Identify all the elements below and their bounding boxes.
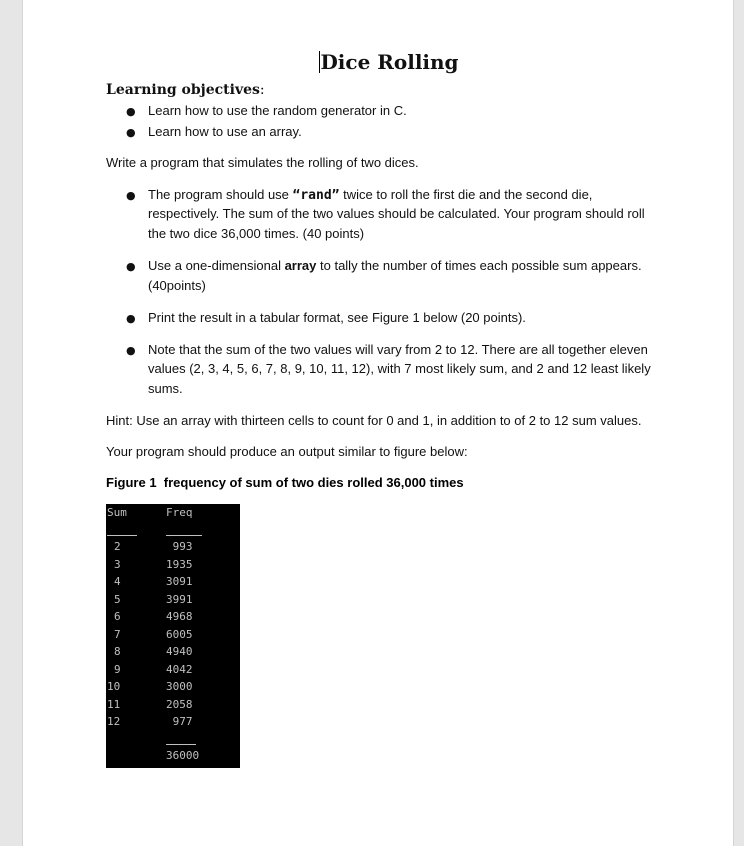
requirement-4-line-2: values (2, 3, 4, 5, 6, 7, 8, 9, 10, 11, 12), with 7 most likely sum, and 2 and 12 least likely [148,361,651,376]
bullet-icon: ● [126,260,136,273]
requirement-4-line-3: sums. [148,381,183,396]
array-keyword: array [284,258,317,273]
freq-value: 6005 [166,627,193,641]
sum-value: 7 [114,627,121,641]
freq-value: 3091 [166,575,193,588]
hint-paragraph: Hint: Use an array with thirteen cells to count for 0 and 1, in addition to of 2 to 12 sum values. [106,413,642,428]
document-page [22,0,734,846]
sum-value: 10 [107,680,121,693]
freq-header-underline [166,535,202,536]
bullet-icon: ● [126,126,136,139]
sum-value: 8 [114,645,121,658]
freq-value: 1935 [166,557,193,571]
sum-value: 4 [114,575,121,588]
req1-text: twice to roll the first die and the second die, [339,187,593,202]
freq-value: 977 [172,715,193,728]
freq-value: 4042 [166,662,193,676]
sum-value: 6 [114,610,121,623]
sum-value: 3 [114,557,121,571]
console-output-figure [106,504,240,768]
freq-value: 4940 [166,645,193,658]
freq-header: Freq [166,506,193,519]
req2-text: Use a one-dimensional [148,258,285,273]
sum-value: 11 [107,697,121,711]
requirement-1-line-1 [148,185,592,206]
bullet-icon: ● [126,189,136,202]
objectives-heading-colon: : [259,82,265,98]
sum-value: 5 [114,592,121,606]
req2-text: to tally the number of times each possible sum appears. [316,258,642,273]
req1-text: The program should use [148,187,293,202]
requirement-2-line-2: (40points) [148,278,206,293]
objectives-heading [106,82,265,98]
objectives-heading-text: Learning objectives [106,82,260,98]
title-text: Dice Rolling [320,50,459,74]
intro-paragraph: Write a program that simulates the rolling of two dices. [106,155,419,170]
objective-item: Learn how to use the random generator in C. [148,103,407,118]
freq-value: 993 [172,540,193,553]
freq-value: 3991 [166,592,193,606]
sum-value: 12 [107,715,121,728]
bullet-icon: ● [126,344,136,357]
rand-keyword: “rand” [292,188,340,203]
bullet-icon: ● [126,105,136,118]
bullet-icon: ● [126,312,136,325]
output-note: Your program should produce an output similar to figure below: [106,444,468,459]
freq-value: 4968 [166,610,193,623]
objective-item: Learn how to use an array. [148,124,302,139]
total-underline [166,744,196,745]
freq-value: 2058 [166,697,193,711]
freq-value: 3000 [166,680,193,693]
requirement-2-line-1 [148,256,642,276]
sum-value: 9 [114,662,121,676]
requirement-3: Print the result in a tabular format, see Figure 1 below (20 points). [148,310,526,325]
requirement-1-line-3: the two dice 36,000 times. (40 points) [148,226,365,241]
total-value: 36000 [166,749,200,762]
sum-header-underline [107,535,137,536]
requirement-4-line-1: Note that the sum of the two values will vary from 2 to 12. There are all together eleven [148,342,648,357]
sum-header: Sum [107,506,127,519]
document-title [23,50,735,74]
figure-caption: Figure 1 frequency of sum of two dies rolled 36,000 times [106,475,464,490]
sum-value: 2 [114,540,121,553]
requirement-1-line-2: respectively. The sum of the two values should be calculated. Your program should roll [148,206,645,221]
